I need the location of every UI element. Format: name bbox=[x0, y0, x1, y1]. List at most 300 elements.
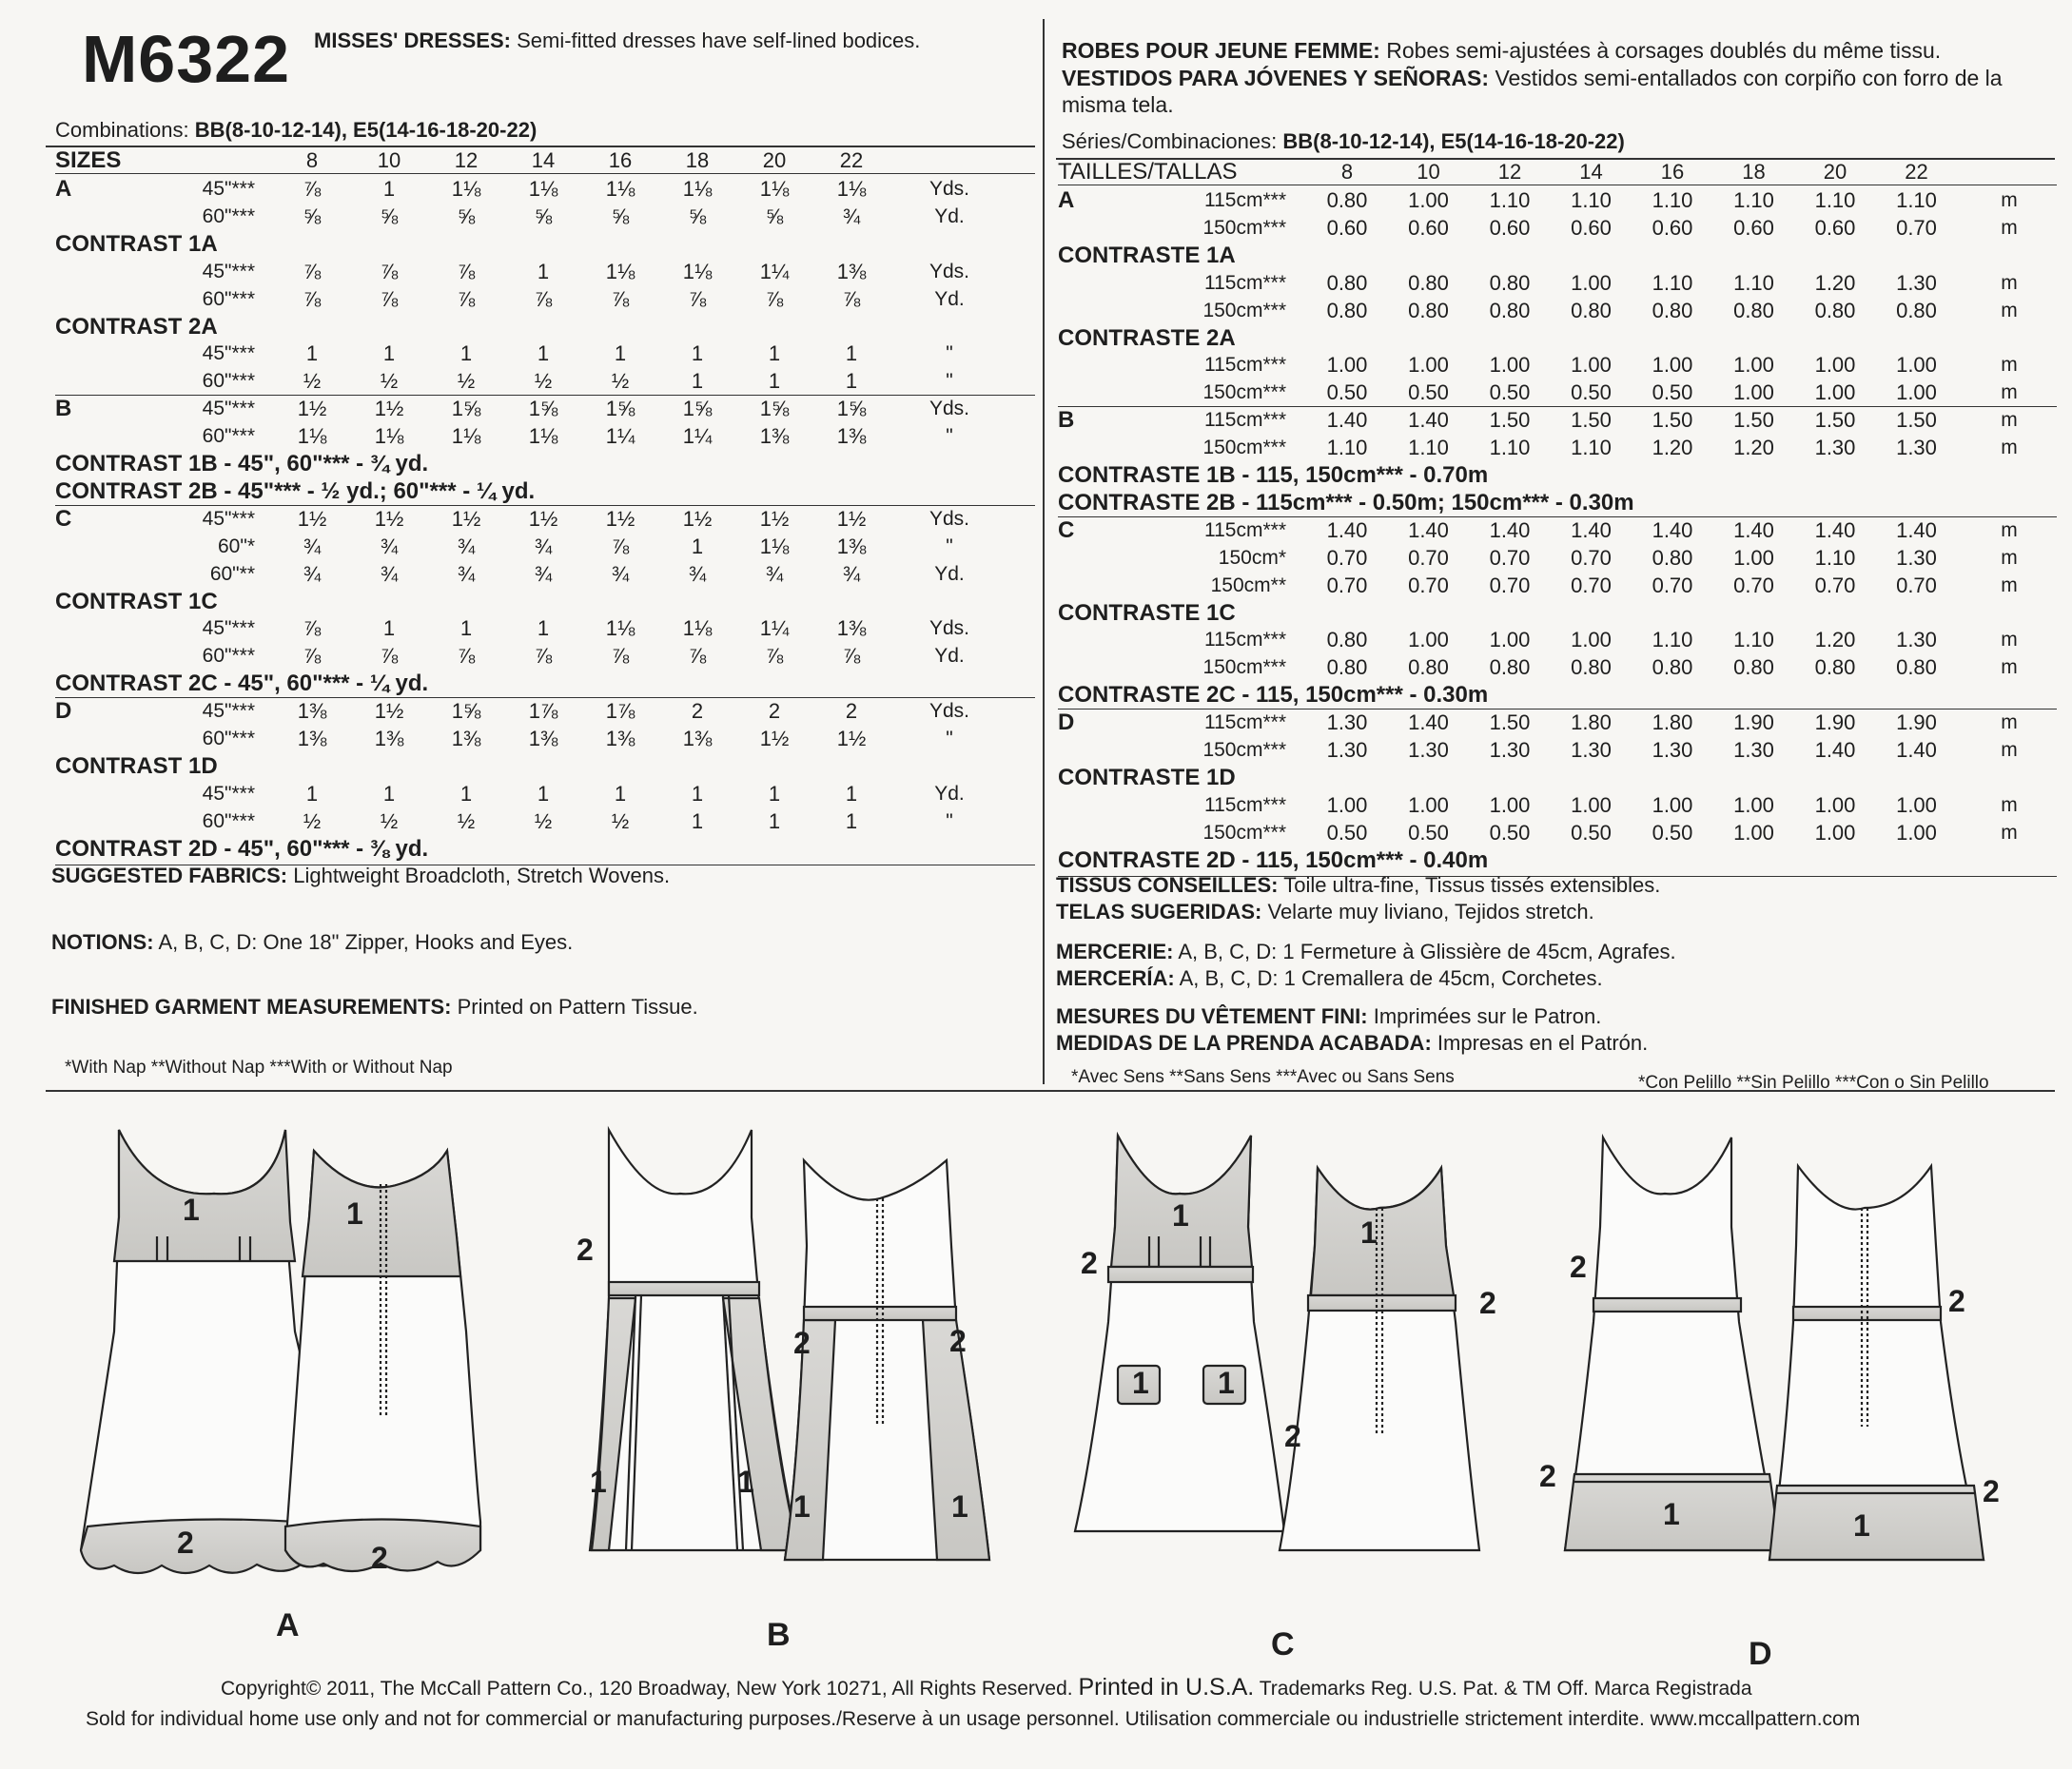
yardage-cell: ½ bbox=[611, 808, 630, 833]
callout-b-back-2r: 2 bbox=[949, 1324, 967, 1358]
row-label: CONTRAST 2C - 45", 60"*** - ¼ yd. bbox=[55, 671, 429, 697]
unit: m bbox=[2001, 354, 2018, 377]
callout-d-back-2b: 2 bbox=[1983, 1474, 2000, 1508]
yardage-cell: 1.00 bbox=[1408, 353, 1449, 378]
fabrics-label: SUGGESTED FABRICS: bbox=[51, 864, 288, 887]
row-label: D bbox=[1058, 710, 1075, 736]
unit: m bbox=[2001, 271, 2018, 294]
unit: Yd. bbox=[934, 287, 965, 310]
yardage-cell: 1.10 bbox=[1814, 188, 1856, 212]
table-row bbox=[1058, 626, 2057, 654]
yardage-cell: ⅞ bbox=[611, 534, 630, 558]
size-header-22: 22 bbox=[839, 148, 864, 172]
yardage-cell: 1 bbox=[768, 781, 781, 806]
row-label: CONTRAST 1A bbox=[55, 230, 218, 257]
yardage-cell: 0.80 bbox=[1652, 545, 1693, 570]
yardage-cell: 2 bbox=[768, 699, 781, 724]
yardage-cell: 1¼ bbox=[682, 424, 713, 449]
yardage-cell: 1.30 bbox=[1896, 270, 1937, 295]
unit: " bbox=[946, 535, 953, 557]
yardage-cell: ⅞ bbox=[765, 286, 784, 311]
telas-label: TELAS SUGERIDAS: bbox=[1056, 900, 1262, 923]
table-row bbox=[1058, 214, 2057, 243]
size-header-16: 16 bbox=[1660, 160, 1685, 184]
yardage-cell: 1.30 bbox=[1896, 545, 1937, 570]
yardage-cell: ½ bbox=[611, 369, 630, 394]
view-label-b: B bbox=[767, 1617, 791, 1653]
fabric-width: 60"* bbox=[218, 535, 255, 557]
table-row bbox=[55, 780, 1035, 808]
yardage-cell: 1.40 bbox=[1489, 517, 1531, 542]
yardage-cell: 1.10 bbox=[1652, 188, 1693, 212]
yardage-cell: ⅞ bbox=[534, 644, 553, 669]
unit: Yds. bbox=[928, 260, 970, 282]
yardage-cell: 1 bbox=[691, 341, 704, 366]
dress-b-front bbox=[590, 1130, 799, 1550]
yardage-cell: 1.30 bbox=[1326, 710, 1368, 735]
yardage-cell: ½ bbox=[534, 808, 553, 833]
yardage-cell: 1.00 bbox=[1733, 820, 1774, 845]
unit: Yds. bbox=[928, 617, 970, 640]
yardage-cell: 1⅛ bbox=[297, 424, 327, 449]
yardage-cell: 1.10 bbox=[1733, 188, 1774, 212]
table-row bbox=[55, 230, 1035, 259]
yardage-cell: ½ bbox=[457, 369, 476, 394]
mesures-value: Imprimées sur le Patron. bbox=[1373, 1004, 1602, 1028]
yardage-cell: 1⅝ bbox=[528, 397, 558, 421]
table-row bbox=[55, 697, 1035, 726]
fabric-width: 60"*** bbox=[202, 645, 255, 668]
yardage-cell: 1.00 bbox=[1326, 353, 1368, 378]
callout-a-back-1: 1 bbox=[346, 1196, 363, 1231]
table-row bbox=[55, 752, 1035, 781]
row-label: CONTRASTE 2D - 115, 150cm*** - 0.40m bbox=[1058, 846, 1489, 873]
yardage-cell: 0.70 bbox=[1326, 545, 1368, 570]
table-row bbox=[1058, 709, 2057, 737]
footer-sold: Sold for individual home use only and not for commercial or manufacturing purposes./Reserve à un usage personnel. Utilisation commerciale ou industrielle strictement interdite. www.mccallpattern.com bbox=[86, 1708, 1861, 1730]
yardage-cell: 1⅝ bbox=[836, 397, 867, 421]
table-row bbox=[1058, 681, 2057, 710]
yardage-cell: 1⅛ bbox=[605, 616, 635, 641]
telas-value: Velarte muy liviano, Tejidos stretch. bbox=[1267, 900, 1594, 923]
yardage-cell: 1.50 bbox=[1733, 408, 1774, 433]
yardage-cell: ¾ bbox=[380, 561, 399, 586]
yardage-cell: 0.80 bbox=[1896, 655, 1937, 680]
yardage-cell: ½ bbox=[380, 369, 399, 394]
row-label: CONTRAST 2A bbox=[55, 313, 218, 340]
yardage-cell: 0.60 bbox=[1571, 215, 1612, 240]
row-label: CONTRAST 1D bbox=[55, 752, 218, 779]
unit: Yds. bbox=[928, 178, 970, 200]
yardage-cell: ¾ bbox=[534, 561, 553, 586]
unit: Yds. bbox=[928, 398, 970, 420]
yardage-cell: 0.60 bbox=[1814, 215, 1856, 240]
table-row bbox=[55, 807, 1035, 836]
table-row bbox=[1058, 324, 2057, 353]
yardage-cell: 1.10 bbox=[1652, 628, 1693, 652]
yardage-cell: 1.90 bbox=[1733, 710, 1774, 735]
yardage-cell: 1.30 bbox=[1408, 738, 1449, 762]
yardage-cell: ½ bbox=[380, 808, 399, 833]
yardage-cell: 1⅜ bbox=[451, 727, 481, 750]
unit: m bbox=[2001, 409, 2018, 432]
yardage-cell: 1.50 bbox=[1652, 408, 1693, 433]
es-description: Vestidos semi-entallados con corpiño con forro de la misma tela. bbox=[1062, 66, 2003, 117]
yardage-cell: 0.80 bbox=[1814, 298, 1856, 322]
en-combinations bbox=[55, 118, 537, 143]
yardage-cell: 0.60 bbox=[1652, 215, 1693, 240]
row-label: CONTRASTE 2A bbox=[1058, 324, 1236, 351]
yardage-cell: 1.00 bbox=[1733, 792, 1774, 817]
yardage-cell: 1⅛ bbox=[605, 177, 635, 201]
table-row bbox=[55, 422, 1035, 451]
dress-a-back bbox=[285, 1151, 480, 1571]
yardage-cell: 1.20 bbox=[1814, 628, 1856, 652]
yardage-cell: 0.80 bbox=[1326, 628, 1368, 652]
fabric-width: 115cm*** bbox=[1204, 793, 1286, 816]
yardage-cell: ⅞ bbox=[303, 616, 322, 641]
yardage-cell: 1.90 bbox=[1814, 710, 1856, 735]
table-row bbox=[1058, 406, 2057, 435]
yardage-cell: 1½ bbox=[374, 506, 404, 531]
fabric-width: 150cm*** bbox=[1202, 216, 1286, 239]
view-label-c: C bbox=[1271, 1626, 1295, 1662]
yardage-cell: ⅝ bbox=[380, 204, 399, 228]
dress-illustrations bbox=[0, 1094, 2072, 1672]
center-divider bbox=[1043, 19, 1045, 1084]
unit: m bbox=[2001, 711, 2018, 734]
yardage-cell: 1.40 bbox=[1814, 517, 1856, 542]
yardage-cell: 1½ bbox=[374, 397, 404, 421]
yardage-cell: 1.30 bbox=[1489, 738, 1531, 762]
yardage-cell: 1 bbox=[845, 808, 858, 833]
table-row bbox=[55, 395, 1035, 423]
yardage-cell: 0.80 bbox=[1571, 655, 1612, 680]
unit: m bbox=[2001, 299, 2018, 321]
copyright: Copyright© 2011, The McCall Pattern Co., 120 Broadway, New York 10271, All Rights Reserved. bbox=[221, 1678, 1073, 1700]
table-row bbox=[1058, 461, 2057, 490]
yardage-cell: 1.50 bbox=[1571, 408, 1612, 433]
unit: Yd. bbox=[934, 645, 965, 668]
yardage-cell: 1.40 bbox=[1408, 408, 1449, 433]
yardage-cell: 1.30 bbox=[1652, 738, 1693, 762]
fabric-width: 115cm*** bbox=[1204, 629, 1286, 651]
fabric-width: 115cm*** bbox=[1204, 354, 1286, 377]
mesures bbox=[1056, 1004, 1601, 1029]
yardage-cell: ¾ bbox=[457, 534, 476, 558]
yardage-cell: ⅝ bbox=[688, 204, 707, 228]
fabric-width: 115cm*** bbox=[1204, 711, 1286, 734]
yardage-cell: ⅞ bbox=[534, 286, 553, 311]
table-row bbox=[55, 614, 1035, 643]
yardage-cell: 1 bbox=[691, 808, 704, 833]
en-title-line bbox=[314, 29, 920, 53]
unit: " bbox=[946, 809, 953, 832]
yardage-cell: ¾ bbox=[688, 561, 707, 586]
yardage-cell: 1.00 bbox=[1652, 353, 1693, 378]
fabric-width: 60"*** bbox=[202, 728, 255, 749]
yardage-cell: ¾ bbox=[303, 561, 322, 586]
dress-c-back bbox=[1280, 1168, 1479, 1550]
size-header-18: 18 bbox=[685, 148, 710, 172]
yardage-cell: 1⅝ bbox=[759, 397, 790, 421]
yardage-cell: 1½ bbox=[759, 506, 790, 531]
yardage-cell: 0.50 bbox=[1326, 380, 1368, 405]
measurements-label: FINISHED GARMENT MEASUREMENTS: bbox=[51, 995, 452, 1019]
fabric-width: 60"*** bbox=[202, 809, 255, 832]
yardage-cell: 1⅝ bbox=[605, 397, 635, 421]
yardage-cell: 1½ bbox=[682, 506, 713, 531]
yardage-cell: ⅝ bbox=[303, 204, 322, 228]
unit: Yds. bbox=[928, 507, 970, 530]
yardage-cell: 1.00 bbox=[1571, 792, 1612, 817]
yardage-cell: ⅞ bbox=[303, 177, 322, 201]
yardage-cell: 1 bbox=[459, 616, 473, 641]
size-header-20: 20 bbox=[1823, 160, 1847, 184]
yardage-cell: 1⅝ bbox=[451, 397, 481, 421]
yardage-cell: 1 bbox=[768, 341, 781, 366]
yardage-cell: 1.90 bbox=[1896, 710, 1937, 735]
table-row bbox=[1058, 351, 2057, 379]
unit: Yd. bbox=[934, 562, 965, 585]
yardage-cell: 0.80 bbox=[1326, 270, 1368, 295]
yardage-cell: ½ bbox=[457, 808, 476, 833]
yardage-cell: 1.00 bbox=[1733, 353, 1774, 378]
en-combinations-value: BB(8-10-12-14), E5(14-16-18-20-22) bbox=[194, 118, 538, 142]
yardage-cell: 1⅛ bbox=[528, 177, 558, 201]
yardage-cell: 0.70 bbox=[1326, 573, 1368, 597]
fabric-width: 150cm*** bbox=[1202, 437, 1286, 459]
size-header-10: 10 bbox=[377, 148, 401, 172]
yardage-cell: 1⅛ bbox=[682, 616, 713, 641]
yardage-cell: ⅞ bbox=[380, 644, 399, 669]
table-row bbox=[55, 258, 1035, 286]
yardage-cell: 1 bbox=[691, 534, 704, 558]
yardage-cell: 1 bbox=[845, 341, 858, 366]
yardage-cell: 1 bbox=[768, 808, 781, 833]
yardage-cell: 0.50 bbox=[1408, 380, 1449, 405]
yardage-cell: 0.80 bbox=[1489, 270, 1531, 295]
unit: m bbox=[2001, 518, 2018, 541]
yardage-cell: 1.00 bbox=[1489, 628, 1531, 652]
row-label: CONTRASTE 2B - 115cm*** - 0.50m; 150cm*** - 0.30m bbox=[1058, 489, 1634, 515]
pattern-number: M6322 bbox=[82, 22, 291, 96]
yardage-cell: 1⅞ bbox=[528, 699, 558, 724]
view-label-d: D bbox=[1749, 1636, 1772, 1672]
yardage-cell: ¾ bbox=[303, 534, 322, 558]
yardage-cell: 1.80 bbox=[1571, 710, 1612, 735]
yardage-cell: ¾ bbox=[842, 561, 861, 586]
yardage-cell: 1⅜ bbox=[836, 424, 867, 449]
yardage-cell: 1 bbox=[537, 781, 550, 806]
yardage-cell: 0.80 bbox=[1733, 655, 1774, 680]
yardage-cell: ⅝ bbox=[765, 204, 784, 228]
yardage-cell: 1.30 bbox=[1896, 436, 1937, 460]
callout-c-front-2: 2 bbox=[1081, 1246, 1098, 1280]
view-label-a: A bbox=[276, 1607, 300, 1643]
yardage-cell: 0.70 bbox=[1408, 545, 1449, 570]
yardage-cell: 0.60 bbox=[1408, 215, 1449, 240]
yardage-cell: 1.30 bbox=[1896, 628, 1937, 652]
yardage-cell: 1.10 bbox=[1571, 188, 1612, 212]
row-label: A bbox=[55, 176, 72, 202]
yardage-cell: 1⅛ bbox=[836, 177, 867, 201]
table-row bbox=[1058, 297, 2057, 325]
size-header-12: 12 bbox=[1497, 160, 1522, 184]
yardage-cell: 1 bbox=[382, 341, 396, 366]
table-row bbox=[1058, 599, 2057, 628]
yardage-cell: 1½ bbox=[528, 506, 558, 531]
dress-d-back bbox=[1769, 1166, 1984, 1560]
merceria-value: A, B, C, D: 1 Cremallera de 45cm, Corchetes. bbox=[1179, 966, 1603, 990]
yardage-cell: 0.80 bbox=[1489, 298, 1531, 322]
yardage-cell: ⅞ bbox=[611, 286, 630, 311]
yardage-cell: 1.40 bbox=[1896, 738, 1937, 762]
yardage-cell: 1½ bbox=[297, 506, 327, 531]
yardage-cell: 1.40 bbox=[1733, 517, 1774, 542]
yardage-cell: ⅝ bbox=[534, 204, 553, 228]
yardage-cell: 1.40 bbox=[1408, 710, 1449, 735]
yardage-cell: ¾ bbox=[611, 561, 630, 586]
yardage-cell: ¾ bbox=[457, 561, 476, 586]
trademarks: Trademarks Reg. U.S. Pat. & TM Off. Marca Registrada bbox=[1259, 1678, 1752, 1700]
sizes-header bbox=[55, 146, 1035, 175]
callout-a-front-2: 2 bbox=[177, 1526, 194, 1560]
yardage-cell: 1⅜ bbox=[528, 727, 558, 750]
yardage-cell: 1.00 bbox=[1814, 380, 1856, 405]
yardage-cell: 0.80 bbox=[1814, 655, 1856, 680]
fabric-width: 60"*** bbox=[202, 370, 255, 393]
yardage-cell: ½ bbox=[303, 369, 322, 394]
sizes-label: SIZES bbox=[55, 147, 122, 173]
sizes-underline bbox=[55, 173, 1035, 174]
size-header-14: 14 bbox=[531, 148, 556, 172]
fabric-width: 60"*** bbox=[202, 287, 255, 310]
yardage-cell: 1⅜ bbox=[605, 727, 635, 750]
yardage-cell: ⅝ bbox=[611, 204, 630, 228]
medidas-label: MEDIDAS DE LA PRENDA ACABADA: bbox=[1056, 1031, 1432, 1055]
size-header-8: 8 bbox=[305, 148, 319, 172]
yardage-cell: 1⅜ bbox=[374, 727, 404, 750]
yardage-cell: 1 bbox=[845, 781, 858, 806]
yardage-cell: 0.70 bbox=[1571, 545, 1612, 570]
yardage-cell: 1⅛ bbox=[451, 424, 481, 449]
yardage-cell: 1⅜ bbox=[836, 616, 867, 641]
callout-d-front-2t: 2 bbox=[1570, 1250, 1587, 1284]
yardage-cell: 1.10 bbox=[1814, 545, 1856, 570]
yardage-cell: 0.80 bbox=[1408, 298, 1449, 322]
size-header-10: 10 bbox=[1417, 160, 1440, 184]
table-row bbox=[55, 313, 1035, 341]
yardage-cell: 1 bbox=[382, 177, 396, 201]
unit: m bbox=[2001, 381, 2018, 404]
yardage-cell: 0.50 bbox=[1571, 820, 1612, 845]
unit: m bbox=[2001, 656, 2018, 679]
yardage-cell: 1 bbox=[382, 616, 396, 641]
mesures-label: MESURES DU VÊTEMENT FINI: bbox=[1056, 1004, 1368, 1028]
callout-a-front-1: 1 bbox=[183, 1193, 200, 1227]
yardage-cell: 0.80 bbox=[1733, 298, 1774, 322]
fabric-width: 45"*** bbox=[202, 700, 255, 723]
en-combinations-label: Combinations: bbox=[55, 118, 189, 142]
yardage-cell: 1.00 bbox=[1489, 792, 1531, 817]
yardage-cell: 0.50 bbox=[1652, 820, 1693, 845]
medidas bbox=[1056, 1031, 1648, 1056]
unit: m bbox=[2001, 216, 2018, 239]
yardage-cell: 0.80 bbox=[1652, 298, 1693, 322]
callout-c-back-1: 1 bbox=[1360, 1215, 1378, 1250]
yardage-cell: 1⅛ bbox=[759, 177, 790, 201]
table-row bbox=[55, 642, 1035, 671]
yardage-cell: 0.70 bbox=[1408, 573, 1449, 597]
yardage-cell: 1.00 bbox=[1489, 353, 1531, 378]
es-title-line bbox=[1062, 65, 2051, 118]
row-label: CONTRAST 2B - 45"*** - ½ yd.; 60"*** - ¼ yd. bbox=[55, 477, 536, 504]
yardage-cell: 1⅝ bbox=[451, 699, 481, 724]
yardage-cell: 1⅛ bbox=[759, 534, 790, 558]
yardage-cell: 1.00 bbox=[1571, 628, 1612, 652]
fabric-width: 60"*** bbox=[202, 425, 255, 448]
yardage-cell: 0.70 bbox=[1489, 545, 1531, 570]
yardage-cell: 1½ bbox=[759, 727, 790, 750]
unit: Yds. bbox=[928, 700, 970, 723]
yardage-cell: 0.70 bbox=[1814, 573, 1856, 597]
yardage-cell: 1.00 bbox=[1571, 353, 1612, 378]
yardage-cell: 1 bbox=[305, 781, 319, 806]
fabric-width: 150cm*** bbox=[1202, 299, 1286, 321]
yardage-cell: ⅞ bbox=[842, 644, 861, 669]
table-row bbox=[1058, 379, 2057, 407]
row-label: CONTRASTE 1A bbox=[1058, 242, 1236, 268]
table-row bbox=[1058, 736, 2057, 765]
yardage-cell: 0.50 bbox=[1652, 380, 1693, 405]
yardage-cell: 1⅛ bbox=[605, 259, 635, 283]
nap-legend-es: *Con Pelillo **Sin Pelillo ***Con o Sin Pelillo bbox=[1638, 1073, 1989, 1093]
row-label: CONTRASTE 1D bbox=[1058, 764, 1236, 790]
row-label: A bbox=[1058, 187, 1075, 213]
fabric-width: 115cm*** bbox=[1204, 518, 1286, 541]
tissus-value: Toile ultra-fine, Tissus tissés extensibles. bbox=[1283, 873, 1661, 897]
row-label: CONTRASTE 1B - 115, 150cm*** - 0.70m bbox=[1058, 462, 1489, 488]
dress-c-front bbox=[1075, 1136, 1284, 1531]
yardage-cell: 1½ bbox=[836, 727, 867, 750]
fabric-width: 150cm** bbox=[1210, 573, 1286, 596]
yardage-cell: 0.80 bbox=[1408, 270, 1449, 295]
fr-combinations bbox=[1062, 129, 1625, 154]
table-row bbox=[1058, 791, 2057, 820]
row-label: CONTRAST 2D - 45", 60"*** - ⅜ yd. bbox=[55, 835, 429, 862]
yardage-cell: 1.30 bbox=[1733, 738, 1774, 762]
yardage-cell: 1½ bbox=[605, 506, 635, 531]
table-row bbox=[1058, 544, 2057, 573]
yardage-cell: 1 bbox=[537, 616, 550, 641]
merceria-label: MERCERÍA: bbox=[1056, 966, 1175, 990]
table-row bbox=[1058, 764, 2057, 792]
yardage-cell: 1.20 bbox=[1733, 436, 1774, 460]
mercerie-label: MERCERIE: bbox=[1056, 940, 1174, 963]
callout-b-front-1r: 1 bbox=[737, 1465, 754, 1499]
yardage-cell: 1.10 bbox=[1571, 436, 1612, 460]
yardage-cell: 1.00 bbox=[1896, 353, 1937, 378]
yardage-cell: 0.70 bbox=[1733, 573, 1774, 597]
yardage-cell: 0.70 bbox=[1896, 215, 1937, 240]
yardage-cell: ¾ bbox=[765, 561, 784, 586]
yardage-cell: ⅞ bbox=[457, 259, 476, 283]
yardage-cell: 1.00 bbox=[1814, 353, 1856, 378]
yardage-cell: ½ bbox=[534, 369, 553, 394]
yardage-cell: 1½ bbox=[374, 699, 404, 724]
fabric-width: 150cm*** bbox=[1202, 656, 1286, 679]
